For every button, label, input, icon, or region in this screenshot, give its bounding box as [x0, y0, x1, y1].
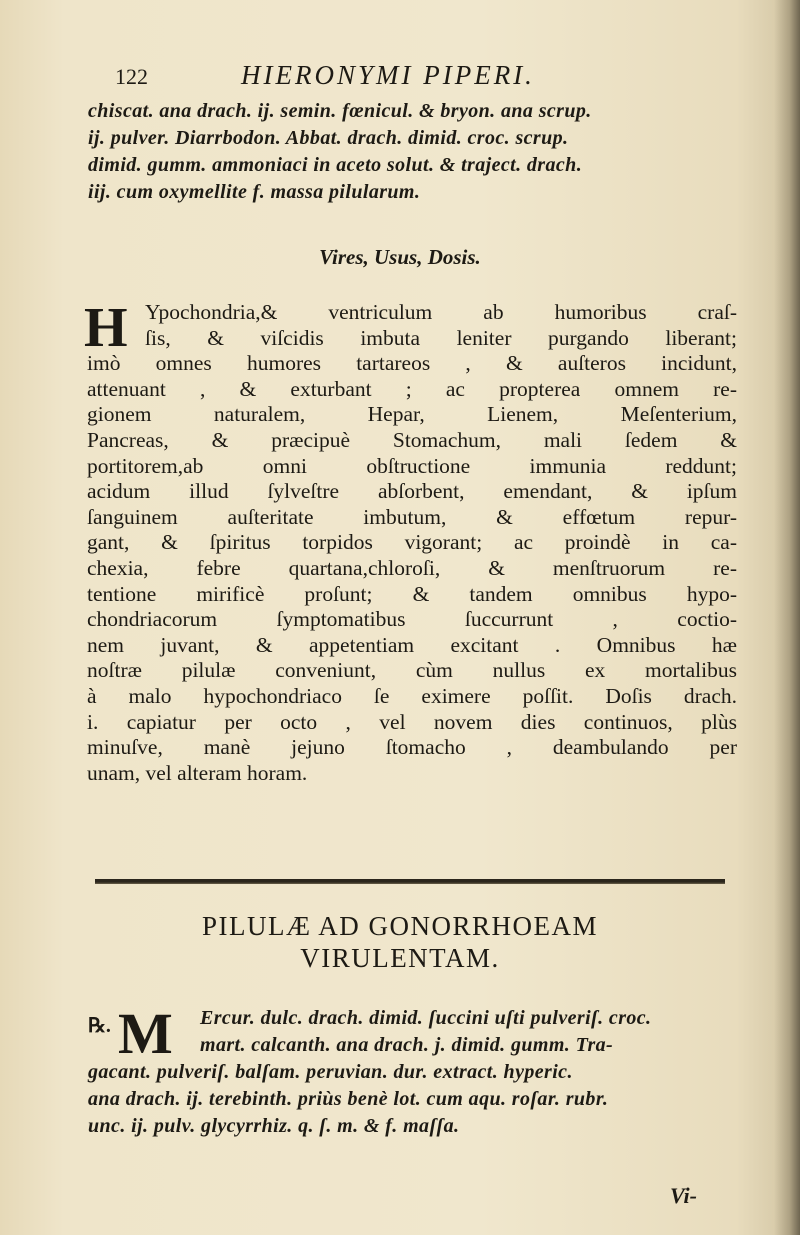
recipe-line: dimid. gumm. ammoniaci in aceto solut. & traject. drach.: [88, 154, 583, 176]
body-line: acidum illud ſylveſtre abſorbent, emendant, & ipſum: [87, 479, 737, 504]
recipe-block: [88, 1001, 738, 1140]
horizontal-rule: [95, 879, 725, 884]
body-line: chondriacorum ſymptomatibus ſuccurrunt , coctio-: [87, 607, 737, 632]
drop-cap: H: [84, 297, 128, 359]
body-line: Pancreas, & præcipuè Stomachum, mali ſedem &: [87, 427, 737, 452]
body-line: gant, & ſpiritus torpidos vigorant; ac proindè in ca-: [87, 530, 737, 555]
body-line: portitorem,ab omni obſtructione immunia reddunt;: [87, 453, 737, 478]
recipe-line: unc. ij. pulv. glycyrrhiz. q. ſ. m. & f. maſſa.: [88, 1115, 460, 1137]
section-heading: Vires, Usus, Dosis.: [319, 245, 481, 269]
recipe-title-line: VIRULENTAM.: [300, 943, 500, 973]
recipe-line: mart. calcanth. ana drach. j. dimid. gumm. Tra-: [200, 1034, 614, 1056]
body-line: noſtræ pilulæ conveniunt, cùm nullus ex mortalibus: [87, 658, 737, 683]
recipe-line: iij. cum oxymellite f. massa pilularum.: [88, 181, 421, 203]
body-line: nem juvant, & appetentiam excitant . Omnibus hæ: [87, 632, 737, 657]
recipe-sign-icon: ℞.: [88, 1015, 111, 1037]
body-line: tentione mirificè proſunt; & tandem omnibus hypo-: [87, 581, 737, 606]
body-line: i. capiatur per octo , vel novem dies continuos, plùs: [87, 709, 737, 734]
body-line: imò omnes humores tartareos , & auſteros incidunt,: [87, 351, 737, 376]
recipe-line: chiscat. ana drach. ij. semin. fœnicul. & bryon. ana scrup.: [88, 100, 592, 122]
body-line: unam, vel alteram horam.: [87, 760, 308, 785]
catchword: Vi-: [670, 1183, 697, 1208]
recipe-line: gacant. pulveriſ. balſam. peruvian. dur. extract. hyperic.: [88, 1061, 573, 1083]
recipe-continuation: [88, 98, 738, 206]
body-line: à malo hypochondriaco ſe eximere poſſit. Doſis drach.: [87, 683, 737, 708]
recipe-title: [0, 910, 800, 974]
body-line: gionem naturalem, Hepar, Lienem, Meſenterium,: [87, 402, 737, 427]
page-edge-shadow: [774, 0, 800, 1235]
recipe-line: ana drach. ij. terebinth. priùs benè lot. cum aqu. roſar. rubr.: [88, 1088, 609, 1110]
recipe-title-line: PILULÆ AD GONORRHOEAM: [201, 911, 598, 941]
body-line: chexia, febre quartana,chloroſi, & menſtruorum re-: [87, 555, 737, 580]
body-line: Ypochondria,& ventriculum ab humoribus craſ-: [145, 300, 737, 324]
page-header: [115, 60, 715, 94]
recipe-line: Ercur. dulc. drach. dimid. ſuccini uſti pulveriſ. croc.: [200, 1007, 652, 1029]
body-line: minuſve, manè jejuno ſtomacho , deambulando per: [87, 735, 737, 760]
body-line: ſis, & viſcidis imbuta leniter purgando liberant;: [145, 325, 737, 350]
recipe-line: ij. pulver. Diarrbodon. Abbat. drach. dimid. croc. scrup.: [88, 127, 569, 149]
drop-cap: M: [118, 1001, 173, 1066]
body-line: ſanguinem auſteritate imbutum, & effœtum repur-: [87, 504, 737, 529]
body-line: attenuant , & exturbant ; ac propterea omnem re-: [87, 376, 737, 401]
body-paragraph: [84, 297, 737, 786]
running-title: HIERONYMI PIPERI.: [241, 60, 535, 90]
page-number: 122: [115, 64, 148, 89]
